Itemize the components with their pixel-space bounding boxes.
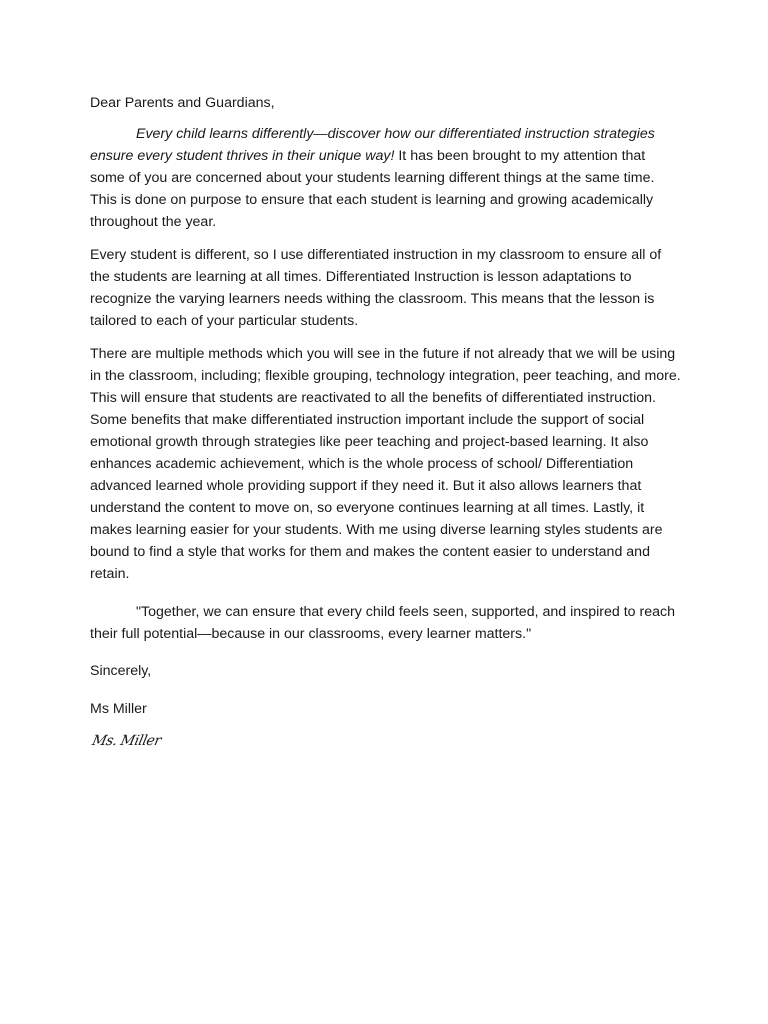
sender-name: Ms Miller [90,701,147,717]
intro-hook: Every child learns differently—discover how our differentiated instruction strategies ensure every student thrives in their unique way! [90,126,655,164]
paragraph-methods-benefits: There are multiple methods which you will see in the future if not already that we will be using in the classroom, including; flexible grouping, technology integration, peer teaching, and more. This will ensure that students are reactivated to all the benefits of differentiated instruction. Some benefits that make differentiated instruction important include the support of social emotional growth through strategies like peer teaching and project-based learning. It also enhances academic achievement, which is the whole process of school/ Differentiation advanced learned whole providing support if they need it. But it also allows learners that understand the content to move on, so everyone continues learning at all times. Lastly, it makes learning easier for your students. With me using diverse learning styles students are bound to find a style that works for them and makes the content easier to understand and retain. [90,346,681,582]
closing-line: Sincerely, [90,663,152,679]
closing-quote: "Together, we can ensure that every child feels seen, supported, and inspired to reach their full potential—because in our classrooms, every learner matters." [90,604,675,642]
handwritten-signature: Ms. Miller [90,733,163,749]
intro-rest: It has been brought to my attention that some of you are concerned about your students learning different things at the same time. This is done on purpose to ensure that each student is learning and growing academically throughout the year. [90,148,655,230]
salutation: Dear Parents and Guardians, [90,95,275,111]
letter-body [90,92,682,752]
paragraph-differentiated-instruction: Every student is different, so I use differentiated instruction in my classroom to ensure all of the students are learning at all times. Differentiated Instruction is lesson adaptations to recognize the varying learners needs withing the classroom. This means that the lesson is tailored to each of your particular students. [90,247,662,329]
intro-paragraph [90,123,682,233]
